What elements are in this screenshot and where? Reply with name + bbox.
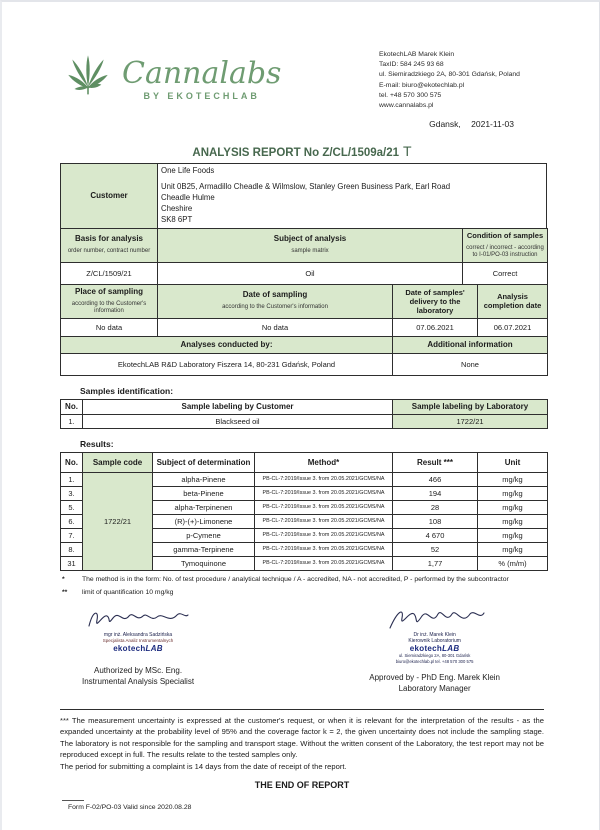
result-row <box>61 472 548 486</box>
signature-area <box>60 606 544 695</box>
subject-header <box>158 228 463 262</box>
sample-no: 1. <box>61 414 83 428</box>
company-website: www.cannalabs.pl <box>379 101 434 109</box>
result-no: 8. <box>61 542 83 556</box>
result-method: PB-CL-7:2019/Issue 3. from 20.05.2021/GCMS/NA <box>255 500 393 514</box>
result-unit: mg/kg <box>478 472 548 486</box>
company-email: E-mail: biuro@ekotechlab.pl <box>379 81 465 89</box>
signature-scribble-left-icon <box>83 606 193 632</box>
result-unit: mg/kg <box>478 514 548 528</box>
company-phone: tel. +48 570 300 575 <box>379 91 442 99</box>
completion-date-value: 06.07.2021 <box>478 318 548 336</box>
end-of-report: THE END OF REPORT <box>254 779 350 790</box>
customer-label: Customer <box>61 164 158 229</box>
footnote-loq <box>62 589 544 598</box>
result-no: 6. <box>61 514 83 528</box>
samples-section-label: Samples identification: <box>80 385 174 396</box>
stamp-name-left: mgr inż. Aleksandra Sadzińska <box>103 632 173 639</box>
result-value: 28 <box>393 500 478 514</box>
stamp-logo-right-b: LAB <box>442 644 460 654</box>
signature-caption-right <box>369 672 500 695</box>
sample-lab-label: 1722/21 <box>393 414 548 428</box>
complaint-period-line: The period for submitting a complaint is 14 days from the date of receipt of the report. <box>60 761 347 771</box>
stamp-role-left: Specjalista Analiz Instrumentalnych <box>102 638 174 644</box>
basis-header <box>61 228 158 262</box>
logo <box>60 52 281 108</box>
disclaimer-paragraph: *** The measurement uncertainty is expressed at the customer's request, or when it is relevant for the interpretation of the results - as the expanded uncertainty at the probability level of 95% and the coverage factor k = 2, the given uncertainty does not include the sampling stage. The laboratory is not responsible for the sampling and transport stage. Without the written consent of the Laboratory, the test report may not be reproduced except in full. The results relate to the tested samples only. <box>60 716 544 760</box>
company-taxid: TaxID: 584 245 93 68 <box>379 61 444 69</box>
place-sampling-sub: according to the Customer's information <box>71 300 147 315</box>
customer-table <box>60 163 547 229</box>
approved-role-line: Laboratory Manager <box>398 684 471 694</box>
footer <box>60 800 544 811</box>
stamp-logo-right-a: ekotech <box>409 644 443 654</box>
ekotechlab-stamp-left <box>82 644 194 653</box>
report-title-suffix: T <box>403 143 412 160</box>
result-subject: beta-Pinene <box>153 486 255 500</box>
samples-no-header: No. <box>61 399 83 414</box>
result-subject: alpha-Pinene <box>153 472 255 486</box>
additional-info-value: None <box>393 353 548 375</box>
dateline-date: 2021-11-03 <box>471 119 514 130</box>
dateline-place: Gdansk, <box>429 119 461 130</box>
dateline <box>379 119 514 129</box>
sample-row <box>61 414 548 428</box>
signature-caption-left <box>82 665 194 688</box>
date-sampling-text: Date of sampling <box>242 290 308 300</box>
result-method: PB-CL-7:2019/Issue 3. from 20.05.2021/GCMS/NA <box>255 542 393 556</box>
date-sampling-value: No data <box>158 318 393 336</box>
stamp-logo-left-b: LAB <box>145 643 163 653</box>
conducted-by-value: EkotechLAB R&D Laboratory Fiszera 14, 80-231 Gdańsk, Poland <box>61 353 393 375</box>
result-subject: (R)-(+)-Limonene <box>153 514 255 528</box>
place-sampling-header <box>61 284 158 318</box>
footnote-double-star: ** <box>62 589 68 597</box>
stamp-address-1: ul. Siemiradzkiego 2A, 80-301 Gdańsk <box>398 653 471 659</box>
result-method: PB-CL-7:2019/Issue 3. from 20.05.2021/GCMS/NA <box>255 486 393 500</box>
result-no: 1. <box>61 472 83 486</box>
results-result-header: Result *** <box>393 452 478 472</box>
subject-header-text: Subject of analysis <box>273 234 347 244</box>
condition-value: Correct <box>463 262 548 284</box>
company-block <box>379 42 544 129</box>
additional-info-header: Additional information <box>393 336 548 353</box>
delivery-date-value: 07.06.2021 <box>393 318 478 336</box>
result-unit: mg/kg <box>478 542 548 556</box>
condition-header-sub: correct / incorrect - according to I-01/PO-03 instruction <box>466 244 544 259</box>
results-table <box>60 452 548 571</box>
company-info <box>379 50 544 111</box>
stamp-name-right: Dr inż. Marek Klein <box>413 632 456 639</box>
result-method: PB-CL-7:2019/Issue 3. from 20.05.2021/GCMS/NA <box>255 528 393 542</box>
date-sampling-header <box>158 284 393 318</box>
form-number: Form F-02/PO-03 Valid since 2020.08.28 <box>68 803 192 811</box>
result-sample-code: 1722/21 <box>83 472 153 570</box>
result-value: 466 <box>393 472 478 486</box>
result-no: 7. <box>61 528 83 542</box>
header <box>60 42 544 129</box>
company-address: ul. Siemiradzkiego 2A, 80-301 Gdańsk, Poland <box>379 71 520 79</box>
result-subject: gamma-Terpinene <box>153 542 255 556</box>
result-no: 31 <box>61 556 83 570</box>
samples-customer-label-header: Sample labeling by Customer <box>83 399 393 414</box>
completion-date-header: Analysis completion date <box>478 284 548 318</box>
company-name: EkotechLAB Marek Klein <box>379 51 455 58</box>
samples-lab-label-header: Sample labeling by Laboratory <box>393 399 548 414</box>
brand-subtitle: BY EKOTECHLAB <box>143 91 260 101</box>
result-subject: alpha-Terpinenen <box>153 500 255 514</box>
conducted-by-header: Analyses conducted by: <box>61 336 393 353</box>
footnote-loq-text: limit of quantification 10 mg/kg <box>82 589 174 597</box>
condition-header-text: Condition of samples <box>466 230 544 240</box>
signature-right <box>369 606 500 695</box>
footer-rule <box>62 800 84 801</box>
delivery-date-header: Date of samples' delivery to the laboratory <box>393 284 478 318</box>
subject-value: Oil <box>158 262 463 284</box>
disclaimer <box>60 709 544 772</box>
date-sampling-sub: according to the Customer's information <box>222 304 328 311</box>
customer-name: One Life Foods <box>161 166 215 176</box>
footnote-star: * <box>62 575 65 583</box>
results-sample-code-header: Sample code <box>83 452 153 472</box>
result-method: PB-CL-7:2019/Issue 3. from 20.05.2021/GCMS/NA <box>255 556 393 570</box>
stamp-role-right: Kierownik Laboratorium <box>408 638 461 645</box>
result-no: 5. <box>61 500 83 514</box>
results-subject-header: Subject of determination <box>153 452 255 472</box>
brand-name: Cannalabs <box>122 56 282 91</box>
result-unit: % (m/m) <box>478 556 548 570</box>
place-sampling-value: No data <box>61 318 158 336</box>
footnote-method-text: The method is in the form: No. of test procedure / analytical technique / A - accredited, NA - not accredited, P - performed by the subcontractor <box>82 575 509 583</box>
authorized-role-line: Instrumental Analysis Specialist <box>82 677 195 687</box>
result-subject: p-Cymene <box>153 528 255 542</box>
customer-details <box>158 164 547 229</box>
authorized-by-line: Authorized by MSc. Eng. <box>94 665 183 675</box>
footnote-method <box>62 576 544 585</box>
results-section-label: Results: <box>80 438 114 449</box>
basis-value: Z/CL/1509/21 <box>61 262 158 284</box>
result-value: 1,77 <box>393 556 478 570</box>
customer-address-1: Unit 0B25, Armadillo Cheadle & Wilmslow, Stanley Green Business Park, Earl Road <box>161 182 451 192</box>
result-subject: Tymoquinone <box>153 556 255 570</box>
result-value: 52 <box>393 542 478 556</box>
sampling-table <box>60 284 548 376</box>
result-value: 108 <box>393 514 478 528</box>
stamp-address-2: biuro@ekotechlab.pl tel. +48 570 300 575 <box>395 658 474 664</box>
basis-header-text: Basis for analysis <box>74 234 144 244</box>
customer-postcode: SK8 6PT <box>161 214 193 224</box>
basis-table <box>60 228 548 285</box>
result-value: 194 <box>393 486 478 500</box>
sample-customer-label: Blackseed oil <box>83 414 393 428</box>
place-sampling-text: Place of sampling <box>74 286 144 296</box>
result-unit: mg/kg <box>478 528 548 542</box>
stamp-logo-left-a: ekotech <box>113 643 146 653</box>
result-method: PB-CL-7:2019/Issue 3. from 20.05.2021/GCMS/NA <box>255 472 393 486</box>
condition-header <box>463 228 548 262</box>
approved-by-line: Approved by - PhD Eng. Marek Klein <box>369 672 500 682</box>
signature-scribble-right-icon <box>380 606 490 632</box>
results-method-header: Method* <box>255 452 393 472</box>
samples-table <box>60 399 548 429</box>
signature-left <box>82 606 194 695</box>
result-unit: mg/kg <box>478 486 548 500</box>
subject-header-sub: sample matrix <box>291 248 329 255</box>
result-value: 4 670 <box>393 528 478 542</box>
report-title-text: ANALYSIS REPORT No Z/CL/1509a/21 <box>192 147 400 160</box>
basis-header-sub: order number, contract number <box>67 248 151 255</box>
report-title <box>60 143 544 159</box>
ekotechlab-stamp-right <box>369 644 500 653</box>
customer-address-2: Cheadle Hulme <box>161 192 215 202</box>
result-method: PB-CL-7:2019/Issue 3. from 20.05.2021/GCMS/NA <box>255 514 393 528</box>
customer-address-3: Cheshire <box>161 203 193 213</box>
results-no-header: No. <box>61 452 83 472</box>
result-no: 3. <box>61 486 83 500</box>
result-unit: mg/kg <box>478 500 548 514</box>
logo-text <box>122 56 282 101</box>
cannabis-leaf-icon <box>60 52 116 108</box>
results-unit-header: Unit <box>478 452 548 472</box>
